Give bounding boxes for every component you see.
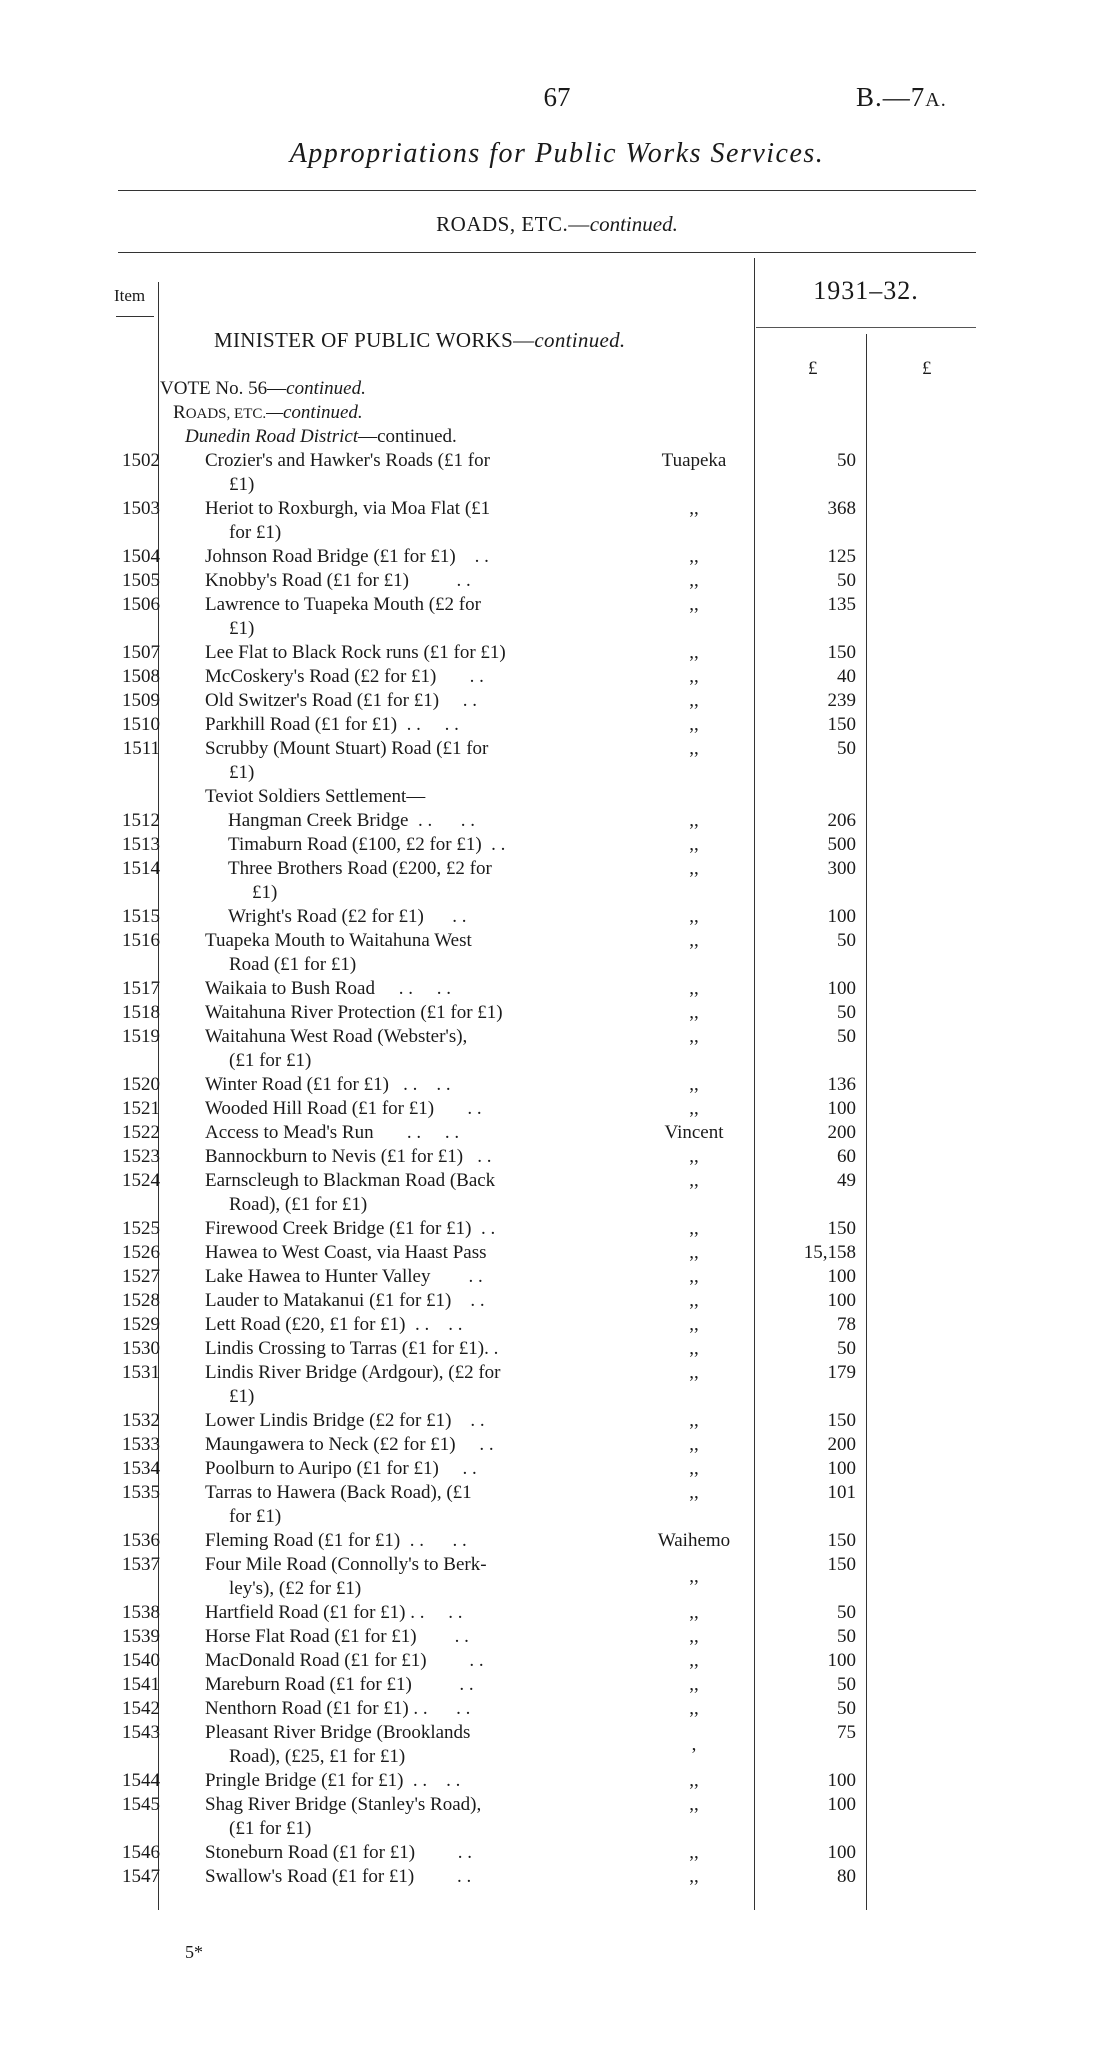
table-row — [0, 1674, 1114, 1698]
item-description: Lawrence to Tuapeka Mouth (£2 for — [205, 594, 481, 615]
amount: 50 — [837, 1026, 856, 1047]
table-row-continuation — [0, 762, 1114, 786]
item-description: Lower Lindis Bridge (£2 for £1) . . — [205, 1410, 485, 1431]
table-row-continuation — [0, 522, 1114, 546]
pound-header-2: £ — [922, 358, 932, 379]
amount: 50 — [837, 1674, 856, 1695]
amount: 49 — [837, 1170, 856, 1191]
table-row-continuation — [0, 954, 1114, 978]
table-row — [0, 906, 1114, 930]
item-number: 1524 — [122, 1170, 160, 1191]
item-description: Lee Flat to Black Rock runs (£1 for £1) — [205, 642, 506, 663]
table-row — [0, 1530, 1114, 1554]
item-description: Lauder to Matakanui (£1 for £1) . . — [205, 1290, 485, 1311]
item-description-continued: £1) — [229, 1386, 255, 1407]
table-row — [0, 738, 1114, 762]
amount: 206 — [827, 810, 856, 831]
page-number: 67 — [543, 82, 571, 112]
amount: 101 — [827, 1482, 856, 1503]
county-name: ,, — [689, 906, 699, 927]
item-number: 1533 — [122, 1434, 160, 1455]
item-description: Swallow's Road (£1 for £1) . . — [205, 1866, 472, 1887]
item-number: 1505 — [122, 570, 160, 591]
table-row — [0, 1170, 1114, 1194]
item-description: Shag River Bridge (Stanley's Road), — [205, 1794, 482, 1815]
document-reference — [856, 82, 947, 113]
county-name: ,, — [689, 1698, 699, 1719]
county-name: ,, — [689, 594, 699, 615]
item-description: Lett Road (£20, £1 for £1) . . . . — [205, 1314, 463, 1335]
item-number: 1547 — [122, 1866, 160, 1887]
county-name: ,, — [689, 1410, 699, 1431]
county-name: ,, — [689, 1026, 699, 1047]
amount: 200 — [827, 1122, 856, 1143]
table-row — [0, 1722, 1114, 1755]
table-row — [0, 1698, 1114, 1722]
county-name: ,, — [689, 738, 699, 759]
amount: 50 — [837, 1002, 856, 1023]
item-description: Horse Flat Road (£1 for £1) . . — [205, 1626, 469, 1647]
table-row — [0, 1362, 1114, 1386]
table-row — [0, 642, 1114, 666]
amount: 100 — [827, 1458, 856, 1479]
item-number: 1540 — [122, 1650, 160, 1671]
amount: 50 — [837, 930, 856, 951]
county-name: ,, — [689, 930, 699, 951]
amount: 15,158 — [803, 1242, 856, 1263]
county-name: ,, — [689, 666, 699, 687]
table-row — [0, 1770, 1114, 1794]
item-description: MacDonald Road (£1 for £1) . . — [205, 1650, 484, 1671]
county-name: ,, — [689, 1434, 699, 1455]
county-name: ,, — [689, 714, 699, 735]
item-number: 1534 — [122, 1458, 160, 1479]
item-description: Waitahuna West Road (Webster's), — [205, 1026, 468, 1047]
amount: 100 — [827, 1266, 856, 1287]
table-row — [0, 834, 1114, 858]
item-number: 1539 — [122, 1626, 160, 1647]
item-description: Parkhill Road (£1 for £1) . . . . — [205, 714, 459, 735]
county-name: ,, — [689, 1314, 699, 1335]
teviot-subheading: Teviot Soldiers Settlement— — [205, 786, 426, 807]
item-description: Tarras to Hawera (Back Road), (£1 — [205, 1482, 472, 1503]
item-number: 1514 — [122, 858, 160, 879]
amount: 50 — [837, 1698, 856, 1719]
item-description: Timaburn Road (£100, £2 for £1) . . — [228, 834, 506, 855]
item-number: 1541 — [122, 1674, 160, 1695]
item-description: Tuapeka Mouth to Waitahuna West — [205, 930, 472, 951]
item-number: 1520 — [122, 1074, 160, 1095]
amount: 135 — [827, 594, 856, 615]
table-row-continuation — [0, 474, 1114, 498]
amount: 150 — [827, 714, 856, 735]
page-title: Appropriations for Public Works Services. — [289, 138, 825, 169]
item-number: 1513 — [122, 834, 160, 855]
county-name: , — [691, 1734, 697, 1755]
table-row — [0, 1266, 1114, 1290]
item-description: Nenthorn Road (£1 for £1) . . . . — [205, 1698, 471, 1719]
table-row — [0, 1602, 1114, 1626]
item-description: Johnson Road Bridge (£1 for £1) . . — [205, 546, 489, 567]
roads-subheading-italic: —continued. — [266, 402, 363, 423]
item-number: 1508 — [122, 666, 160, 687]
item-number: 1536 — [122, 1530, 160, 1551]
item-description-continued: (£1 for £1) — [229, 1050, 312, 1071]
district-heading-italic: Dunedin Road District — [185, 426, 359, 447]
amount: 78 — [837, 1314, 856, 1335]
amount: 100 — [827, 1842, 856, 1863]
county-name: ,, — [689, 1482, 699, 1503]
item-description: Crozier's and Hawker's Roads (£1 for — [205, 450, 490, 471]
amount: 300 — [827, 858, 856, 879]
item-description-continued: for £1) — [229, 1506, 282, 1527]
item-description: Pleasant River Bridge (Brooklands — [205, 1722, 471, 1743]
table-row-continuation — [0, 618, 1114, 642]
amount: 100 — [827, 1290, 856, 1311]
year-column-header: 1931–32. — [813, 276, 919, 305]
item-description-continued: Road), (£1 for £1) — [229, 1194, 368, 1215]
section-heading — [0, 212, 1114, 237]
item-number: 1544 — [122, 1770, 160, 1791]
item-number: 1506 — [122, 594, 160, 615]
table-row — [0, 666, 1114, 690]
table-row — [0, 1026, 1114, 1050]
table-row — [0, 1242, 1114, 1266]
table-row — [0, 594, 1114, 618]
amount: 500 — [827, 834, 856, 855]
table-row — [0, 1410, 1114, 1434]
vote-heading-italic: continued. — [286, 378, 366, 399]
item-number: 1502 — [122, 450, 160, 471]
county-name: Vincent — [664, 1122, 724, 1143]
item-number: 1517 — [122, 978, 160, 999]
amount: 200 — [827, 1434, 856, 1455]
amount: 150 — [827, 642, 856, 663]
item-number: 1503 — [122, 498, 160, 519]
item-number: 1529 — [122, 1314, 160, 1335]
county-name: ,, — [689, 1146, 699, 1167]
item-description: Hartfield Road (£1 for £1) . . . . — [205, 1602, 463, 1623]
item-description: Earnscleugh to Blackman Road (Back — [205, 1170, 496, 1191]
table-row — [0, 978, 1114, 1002]
table-row — [0, 1866, 1114, 1890]
year-header-underline — [756, 327, 976, 328]
item-description: Hangman Creek Bridge . . . . — [228, 810, 475, 831]
table-row — [0, 1626, 1114, 1650]
item-description: Three Brothers Road (£200, £2 for — [228, 858, 492, 879]
item-description: Fleming Road (£1 for £1) . . . . — [205, 1530, 467, 1551]
amount: 150 — [827, 1554, 856, 1575]
item-description: Access to Mead's Run . . . . — [205, 1122, 460, 1143]
item-description: Wooded Hill Road (£1 for £1) . . — [205, 1098, 482, 1119]
table-row — [0, 1650, 1114, 1674]
item-description-continued: for £1) — [229, 522, 282, 543]
county-name: ,, — [689, 1770, 699, 1791]
county-name: ,, — [689, 690, 699, 711]
item-number: 1518 — [122, 1002, 160, 1023]
county-name: ,, — [689, 1098, 699, 1119]
table-row — [0, 1338, 1114, 1362]
item-number: 1532 — [122, 1410, 160, 1431]
amount: 239 — [827, 690, 856, 711]
table-row-continuation — [0, 1506, 1114, 1530]
table-row — [0, 1290, 1114, 1314]
item-number: 1512 — [122, 810, 160, 831]
county-name: ,, — [689, 1170, 699, 1191]
county-name: ,, — [689, 834, 699, 855]
pound-header-1: £ — [808, 358, 818, 379]
county-name: ,, — [689, 1362, 699, 1383]
table-row — [0, 450, 1114, 474]
amount: 60 — [837, 1146, 856, 1167]
item-number: 1504 — [122, 546, 160, 567]
county-name: ,, — [689, 1002, 699, 1023]
roads-subheading-initial: R — [173, 402, 186, 423]
amount: 50 — [837, 1626, 856, 1647]
amount: 100 — [827, 1770, 856, 1791]
county-name: ,, — [689, 1674, 699, 1695]
amount: 100 — [827, 1794, 856, 1815]
item-description: McCoskery's Road (£2 for £1) . . — [205, 666, 484, 687]
item-number: 1535 — [122, 1482, 160, 1503]
item-number: 1545 — [122, 1794, 160, 1815]
item-description-continued: £1) — [229, 474, 255, 495]
roads-subheading — [173, 402, 363, 424]
item-description: Wright's Road (£2 for £1) . . — [228, 906, 467, 927]
county-name: Waihemo — [657, 1530, 731, 1551]
table-row-continuation — [0, 1818, 1114, 1842]
item-description: Winter Road (£1 for £1) . . . . — [205, 1074, 451, 1095]
amount: 50 — [837, 1338, 856, 1359]
item-description: Mareburn Road (£1 for £1) . . — [205, 1674, 474, 1695]
amount: 150 — [827, 1410, 856, 1431]
county-name: ,, — [689, 1794, 699, 1815]
item-number: 1537 — [122, 1554, 160, 1575]
amount: 100 — [827, 1098, 856, 1119]
item-number: 1523 — [122, 1146, 160, 1167]
table-row-continuation — [0, 882, 1114, 906]
top-divider — [118, 190, 976, 191]
item-description: Lindis Crossing to Tarras (£1 for £1). . — [205, 1338, 499, 1359]
district-heading — [185, 426, 457, 448]
item-description: Old Switzer's Road (£1 for £1) . . — [205, 690, 478, 711]
amount: 100 — [827, 1650, 856, 1671]
minister-heading-main: MINISTER OF PUBLIC WORKS— — [214, 328, 535, 352]
county-name: ,, — [689, 570, 699, 591]
minister-heading — [214, 328, 625, 353]
amount: 136 — [827, 1074, 856, 1095]
item-description: Waitahuna River Protection (£1 for £1) — [205, 1002, 503, 1023]
item-description: Firewood Creek Bridge (£1 for £1) . . — [205, 1218, 496, 1239]
county-name: ,, — [689, 1218, 699, 1239]
county-name: ,, — [689, 1602, 699, 1623]
county-name: ,, — [689, 1266, 699, 1287]
county-name: ,, — [689, 642, 699, 663]
county-name: ,, — [689, 546, 699, 567]
amount: 100 — [827, 906, 856, 927]
item-number: 1510 — [122, 714, 160, 735]
item-description: Pringle Bridge (£1 for £1) . . . . — [205, 1770, 461, 1791]
county-name: ,, — [689, 1074, 699, 1095]
amount: 150 — [827, 1218, 856, 1239]
table-top-divider — [118, 252, 976, 253]
item-number: 1519 — [122, 1026, 160, 1047]
table-row — [0, 690, 1114, 714]
county-name: ,, — [689, 1866, 699, 1887]
item-number: 1543 — [122, 1722, 160, 1743]
table-row-continuation — [0, 1194, 1114, 1218]
table-row — [0, 1122, 1114, 1146]
table-row — [0, 498, 1114, 522]
county-name: Tuapeka — [661, 450, 727, 471]
item-description-continued: ley's), (£2 for £1) — [229, 1578, 362, 1599]
table-row — [0, 930, 1114, 954]
county-name: ,, — [689, 1566, 699, 1587]
item-description: Waikaia to Bush Road . . . . — [205, 978, 451, 999]
table-row — [0, 1842, 1114, 1866]
table-row — [0, 1554, 1114, 1587]
amount: 75 — [837, 1722, 856, 1743]
amount: 50 — [837, 738, 856, 759]
item-description-continued: £1) — [229, 618, 255, 639]
item-description: Stoneburn Road (£1 for £1) . . — [205, 1842, 473, 1863]
amount: 80 — [837, 1866, 856, 1887]
item-number: 1521 — [122, 1098, 160, 1119]
district-heading-rest: —continued. — [358, 426, 457, 447]
county-name: ,, — [689, 1842, 699, 1863]
item-description-continued: Road), (£25, £1 for £1) — [229, 1746, 406, 1767]
amount: 179 — [827, 1362, 856, 1383]
amount: 150 — [827, 1530, 856, 1551]
section-heading-italic: continued. — [589, 212, 678, 236]
table-row-continuation — [0, 1050, 1114, 1074]
county-name: ,, — [689, 978, 699, 999]
table-row — [0, 1218, 1114, 1242]
minister-heading-italic: continued. — [534, 328, 626, 352]
county-name: ,, — [689, 858, 699, 879]
item-number: 1530 — [122, 1338, 160, 1359]
item-number: 1515 — [122, 906, 160, 927]
table-row — [0, 1458, 1114, 1482]
item-description: Heriot to Roxburgh, via Moa Flat (£1 — [205, 498, 491, 519]
table-row-continuation — [0, 1386, 1114, 1410]
item-description: Hawea to West Coast, via Haast Pass — [205, 1242, 487, 1263]
table-row — [0, 1434, 1114, 1458]
table-row — [0, 1794, 1114, 1818]
county-name: ,, — [689, 1338, 699, 1359]
item-description-continued: (£1 for £1) — [229, 1818, 312, 1839]
reference-suffix: A. — [925, 89, 947, 111]
table-row — [0, 1002, 1114, 1026]
county-name: ,, — [689, 1290, 699, 1311]
table-row — [0, 1482, 1114, 1506]
item-description: Maungawera to Neck (£2 for £1) . . — [205, 1434, 494, 1455]
county-name: ,, — [689, 1650, 699, 1671]
amount: 50 — [837, 570, 856, 591]
amount: 40 — [837, 666, 856, 687]
item-number: 1538 — [122, 1602, 160, 1623]
table-row — [0, 1146, 1114, 1170]
item-number: 1527 — [122, 1266, 160, 1287]
item-number: 1509 — [122, 690, 160, 711]
item-number: 1511 — [122, 738, 160, 759]
item-number: 1516 — [122, 930, 160, 951]
vote-heading — [160, 378, 366, 400]
section-heading-main: ROADS, ETC.— — [436, 212, 590, 236]
item-number: 1546 — [122, 1842, 160, 1863]
amount: 100 — [827, 978, 856, 999]
vote-heading-main: VOTE No. 56— — [160, 378, 287, 399]
table-row — [0, 1098, 1114, 1122]
item-number: 1507 — [122, 642, 160, 663]
table-row-continuation — [0, 1578, 1114, 1602]
item-number: 1525 — [122, 1218, 160, 1239]
item-description-continued: Road (£1 for £1) — [229, 954, 357, 975]
item-description: Bannockburn to Nevis (£1 for £1) . . — [205, 1146, 492, 1167]
item-description: Poolburn to Auripo (£1 for £1) . . — [205, 1458, 477, 1479]
signature-mark: 5* — [185, 1942, 203, 1962]
item-number: 1531 — [122, 1362, 160, 1383]
table-row — [0, 858, 1114, 882]
item-number: 1522 — [122, 1122, 160, 1143]
amount: 125 — [827, 546, 856, 567]
item-header-underline — [116, 316, 154, 317]
item-description: Scrubby (Mount Stuart) Road (£1 for — [205, 738, 489, 759]
item-description: Knobby's Road (£1 for £1) . . — [205, 570, 471, 591]
amount: 50 — [837, 450, 856, 471]
county-name: ,, — [689, 1242, 699, 1263]
table-row — [0, 714, 1114, 738]
table-row — [0, 546, 1114, 570]
reference-main: B.—7 — [856, 82, 926, 112]
table-row — [0, 570, 1114, 594]
amount: 368 — [827, 498, 856, 519]
item-description: Lake Hawea to Hunter Valley . . — [205, 1266, 483, 1287]
item-description: Four Mile Road (Connolly's to Berk- — [205, 1554, 487, 1575]
item-number: 1542 — [122, 1698, 160, 1719]
county-name: ,, — [689, 810, 699, 831]
county-name: ,, — [689, 498, 699, 519]
item-column-header: Item — [114, 286, 146, 305]
table-row — [0, 1314, 1114, 1338]
roads-subheading-smallcaps: OADS, ETC. — [185, 406, 267, 422]
table-row — [0, 1074, 1114, 1098]
item-number: 1528 — [122, 1290, 160, 1311]
amount: 50 — [837, 1602, 856, 1623]
county-name: ,, — [689, 1626, 699, 1647]
table-row — [0, 810, 1114, 834]
table-row-continuation — [0, 1746, 1114, 1770]
item-description-continued: £1) — [252, 882, 278, 903]
item-description: Lindis River Bridge (Ardgour), (£2 for — [205, 1362, 501, 1383]
item-number: 1526 — [122, 1242, 160, 1263]
item-description-continued: £1) — [229, 762, 255, 783]
county-name: ,, — [689, 1458, 699, 1479]
